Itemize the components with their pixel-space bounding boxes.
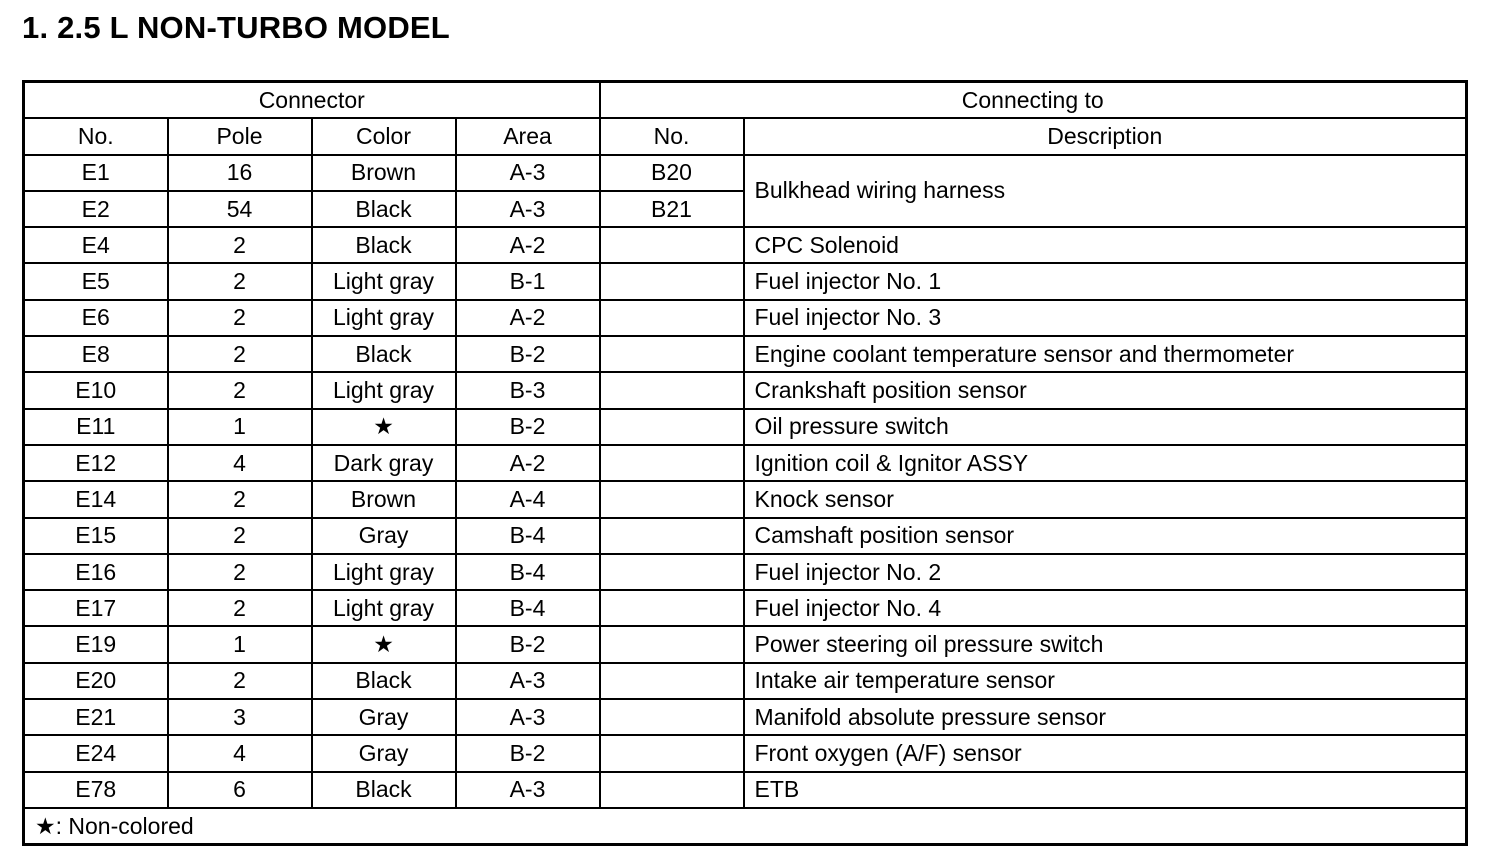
table-row <box>24 518 1467 554</box>
cell-pole: 2 <box>168 481 312 517</box>
cell-pole: 6 <box>168 772 312 808</box>
cell-area: A-4 <box>456 481 600 517</box>
cell-connector-no: E78 <box>24 772 168 808</box>
table-row <box>24 445 1467 481</box>
cell-pole: 2 <box>168 263 312 299</box>
cell-connecting-no: B21 <box>600 191 744 227</box>
cell-description: Knock sensor <box>744 481 1467 517</box>
cell-connecting-no <box>600 663 744 699</box>
table-row <box>24 372 1467 408</box>
table-row <box>24 663 1467 699</box>
cell-pole: 3 <box>168 699 312 735</box>
cell-connecting-no <box>600 518 744 554</box>
cell-color: Light gray <box>312 590 456 626</box>
table-row <box>24 336 1467 372</box>
table-row <box>24 626 1467 662</box>
cell-connecting-no <box>600 372 744 408</box>
cell-area: B-2 <box>456 409 600 445</box>
cell-color: Gray <box>312 518 456 554</box>
cell-pole: 2 <box>168 554 312 590</box>
cell-area: B-2 <box>456 626 600 662</box>
cell-description: Engine coolant temperature sensor and thermometer <box>744 336 1467 372</box>
table-body <box>24 155 1467 808</box>
page-title: 1. 2.5 L NON-TURBO MODEL <box>22 10 450 45</box>
cell-pole: 2 <box>168 300 312 336</box>
cell-area: A-3 <box>456 191 600 227</box>
cell-pole: 2 <box>168 663 312 699</box>
cell-description: Front oxygen (A/F) sensor <box>744 735 1467 771</box>
table-row <box>24 699 1467 735</box>
cell-connecting-no <box>600 699 744 735</box>
table-row <box>24 155 1467 191</box>
cell-pole: 2 <box>168 372 312 408</box>
cell-pole: 2 <box>168 336 312 372</box>
cell-connecting-no <box>600 481 744 517</box>
cell-area: A-2 <box>456 227 600 263</box>
cell-description: Camshaft position sensor <box>744 518 1467 554</box>
column-header-no: No. <box>24 118 168 154</box>
cell-pole: 1 <box>168 626 312 662</box>
cell-pole: 16 <box>168 155 312 191</box>
cell-area: A-2 <box>456 300 600 336</box>
cell-pole: 4 <box>168 735 312 771</box>
column-header-to-no: No. <box>600 118 744 154</box>
cell-connector-no: E11 <box>24 409 168 445</box>
cell-area: B-2 <box>456 336 600 372</box>
cell-connector-no: E21 <box>24 699 168 735</box>
cell-connecting-no <box>600 336 744 372</box>
cell-description: Oil pressure switch <box>744 409 1467 445</box>
cell-connector-no: E1 <box>24 155 168 191</box>
cell-color: Light gray <box>312 554 456 590</box>
table-row <box>24 300 1467 336</box>
cell-area: B-4 <box>456 554 600 590</box>
cell-connector-no: E24 <box>24 735 168 771</box>
footnote-row <box>24 808 1467 845</box>
footnote: ★: Non-colored <box>24 808 1467 845</box>
cell-connecting-no <box>600 626 744 662</box>
cell-pole: 4 <box>168 445 312 481</box>
table-row <box>24 227 1467 263</box>
cell-connecting-no <box>600 590 744 626</box>
cell-connecting-no <box>600 772 744 808</box>
cell-connecting-no <box>600 554 744 590</box>
cell-connecting-no <box>600 227 744 263</box>
cell-connector-no: E4 <box>24 227 168 263</box>
cell-connector-no: E2 <box>24 191 168 227</box>
cell-connector-no: E19 <box>24 626 168 662</box>
cell-area: A-3 <box>456 155 600 191</box>
cell-color: Black <box>312 663 456 699</box>
cell-color: Black <box>312 227 456 263</box>
cell-description: Intake air temperature sensor <box>744 663 1467 699</box>
cell-description: Fuel injector No. 1 <box>744 263 1467 299</box>
cell-description: Ignition coil & Ignitor ASSY <box>744 445 1467 481</box>
cell-connector-no: E14 <box>24 481 168 517</box>
table-row <box>24 481 1467 517</box>
cell-connector-no: E5 <box>24 263 168 299</box>
cell-area: A-3 <box>456 663 600 699</box>
cell-area: B-3 <box>456 372 600 408</box>
cell-connector-no: E16 <box>24 554 168 590</box>
column-header-row <box>24 118 1467 154</box>
table-row <box>24 590 1467 626</box>
cell-area: B-4 <box>456 590 600 626</box>
cell-area: B-1 <box>456 263 600 299</box>
group-header-connecting-to: Connecting to <box>600 82 1467 119</box>
cell-description: ETB <box>744 772 1467 808</box>
cell-pole: 2 <box>168 518 312 554</box>
cell-color: Black <box>312 772 456 808</box>
cell-description: Fuel injector No. 3 <box>744 300 1467 336</box>
cell-color: Brown <box>312 481 456 517</box>
cell-connecting-no <box>600 409 744 445</box>
cell-area: B-4 <box>456 518 600 554</box>
cell-color: Brown <box>312 155 456 191</box>
cell-color: Black <box>312 336 456 372</box>
cell-connecting-no <box>600 735 744 771</box>
cell-description: Power steering oil pressure switch <box>744 626 1467 662</box>
table-row <box>24 409 1467 445</box>
cell-color: Gray <box>312 735 456 771</box>
cell-connector-no: E15 <box>24 518 168 554</box>
column-header-description: Description <box>744 118 1467 154</box>
group-header-connector: Connector <box>24 82 600 119</box>
cell-color: ★ <box>312 409 456 445</box>
cell-description: Bulkhead wiring harness <box>744 155 1467 228</box>
cell-connector-no: E10 <box>24 372 168 408</box>
cell-pole: 2 <box>168 227 312 263</box>
table-row <box>24 263 1467 299</box>
cell-area: B-2 <box>456 735 600 771</box>
connector-table <box>22 80 1468 846</box>
cell-description: Manifold absolute pressure sensor <box>744 699 1467 735</box>
cell-description: Fuel injector No. 2 <box>744 554 1467 590</box>
cell-area: A-3 <box>456 772 600 808</box>
cell-color: Light gray <box>312 372 456 408</box>
cell-connector-no: E6 <box>24 300 168 336</box>
column-header-color: Color <box>312 118 456 154</box>
cell-connector-no: E17 <box>24 590 168 626</box>
cell-connecting-no <box>600 263 744 299</box>
cell-color: Black <box>312 191 456 227</box>
cell-area: A-3 <box>456 699 600 735</box>
table-row <box>24 554 1467 590</box>
column-header-pole: Pole <box>168 118 312 154</box>
cell-area: A-2 <box>456 445 600 481</box>
cell-pole: 2 <box>168 590 312 626</box>
cell-pole: 54 <box>168 191 312 227</box>
cell-connector-no: E12 <box>24 445 168 481</box>
cell-description: CPC Solenoid <box>744 227 1467 263</box>
cell-connector-no: E8 <box>24 336 168 372</box>
column-header-area: Area <box>456 118 600 154</box>
cell-color: Light gray <box>312 263 456 299</box>
group-header-row <box>24 82 1467 119</box>
cell-connecting-no <box>600 300 744 336</box>
cell-connector-no: E20 <box>24 663 168 699</box>
table-row <box>24 735 1467 771</box>
cell-color: Dark gray <box>312 445 456 481</box>
cell-description: Crankshaft position sensor <box>744 372 1467 408</box>
cell-color: Gray <box>312 699 456 735</box>
cell-connecting-no: B20 <box>600 155 744 191</box>
cell-color: Light gray <box>312 300 456 336</box>
cell-pole: 1 <box>168 409 312 445</box>
table-row <box>24 772 1467 808</box>
cell-connecting-no <box>600 445 744 481</box>
cell-description: Fuel injector No. 4 <box>744 590 1467 626</box>
cell-color: ★ <box>312 626 456 662</box>
